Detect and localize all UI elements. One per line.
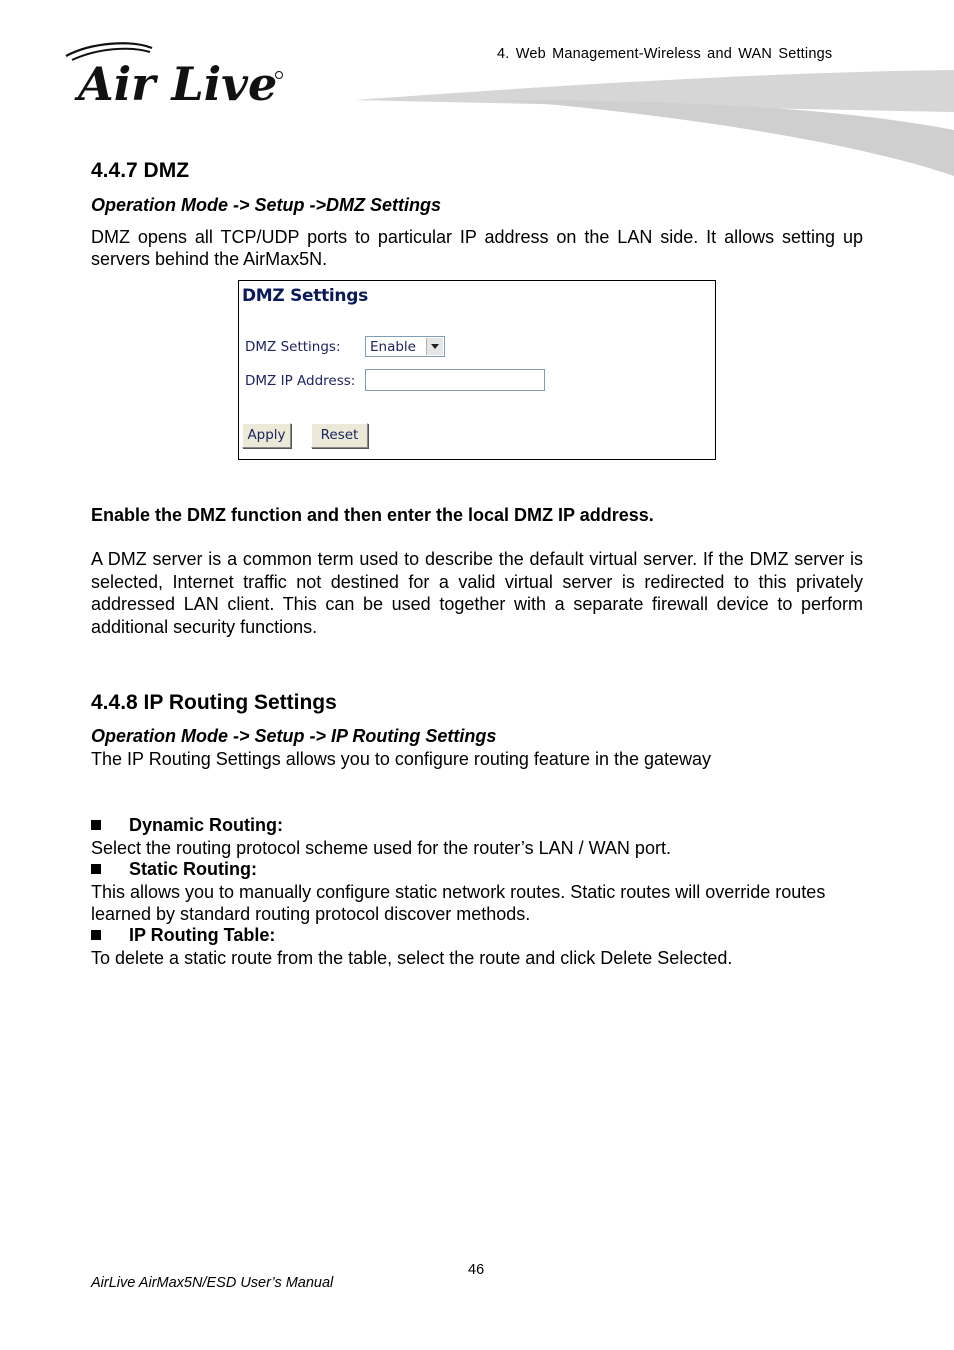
dmz-settings-label: DMZ Settings: bbox=[245, 339, 341, 355]
page-number: 46 bbox=[468, 1262, 485, 1278]
chapter-title: 4. Web Management-Wireless and WAN Settings bbox=[497, 46, 833, 62]
dmz-heading: 4.4.7 DMZ bbox=[91, 159, 190, 182]
apply-button[interactable]: Apply bbox=[242, 423, 291, 448]
list-item-text: To delete a static route from the table, select the route and click Delete Selected. bbox=[91, 948, 733, 968]
list-item-text: This allows you to manually configure static network routes. Static routes will override routes learned by standard routing protocol discover methods. bbox=[91, 882, 826, 924]
dmz-ip-input[interactable] bbox=[365, 369, 545, 391]
airlive-logo bbox=[62, 40, 287, 111]
manual-title: AirLive AirMax5N/ESD User’s Manual bbox=[91, 1275, 334, 1291]
svg-text:Air Live: Air Live bbox=[78, 57, 278, 106]
dmz-note: Enable the DMZ function and then enter the local DMZ IP address. bbox=[91, 505, 654, 525]
dmz-intro: DMZ opens all TCP/UDP ports to particular IP address on the LAN side. It allows setting up servers behind the AirMax5N. bbox=[91, 227, 863, 269]
dmz-path: Operation Mode -> Setup ->DMZ Settings bbox=[91, 195, 442, 215]
bullet-icon bbox=[91, 864, 101, 874]
routing-path: Operation Mode -> Setup -> IP Routing Settings bbox=[91, 726, 497, 746]
reset-button[interactable]: Reset bbox=[311, 423, 368, 448]
list-item-label: Static Routing: bbox=[129, 859, 257, 879]
airlive-logo-icon bbox=[62, 40, 287, 106]
dmz-settings-select[interactable] bbox=[365, 336, 445, 357]
dmz-ip-label: DMZ IP Address: bbox=[245, 373, 356, 389]
list-item-label: IP Routing Table: bbox=[129, 925, 276, 945]
chevron-down-icon[interactable] bbox=[426, 338, 443, 355]
bullet-icon bbox=[91, 820, 101, 830]
routing-intro: The IP Routing Settings allows you to configure routing feature in the gateway bbox=[91, 749, 712, 769]
dmz-settings-value: Enable bbox=[370, 339, 416, 355]
routing-heading: 4.4.8 IP Routing Settings bbox=[91, 691, 337, 714]
dmz-description: A DMZ server is a common term used to describe the default virtual server. If the DMZ server is selected, Internet traffic not destined for a valid virtual server is redirected to this privately addressed LAN client. This can be used together with a separate firewall device to perform additional security functions. bbox=[91, 549, 863, 637]
bullet-icon bbox=[91, 930, 101, 940]
dmz-settings-screenshot bbox=[238, 280, 716, 460]
dmz-settings-title: DMZ Settings bbox=[242, 286, 368, 306]
list-item-label: Dynamic Routing: bbox=[129, 815, 284, 835]
list-item-text: Select the routing protocol scheme used for the router’s LAN / WAN port. bbox=[91, 838, 671, 858]
